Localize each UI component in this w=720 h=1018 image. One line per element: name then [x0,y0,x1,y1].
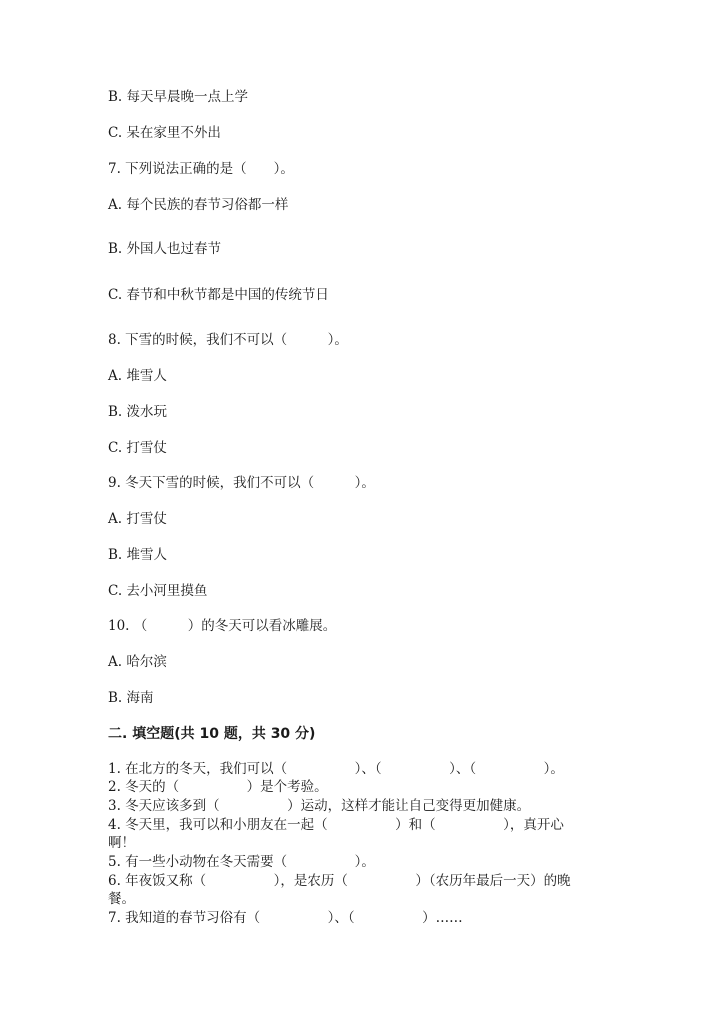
q6-option-c: C. 呆在家里不外出 [108,125,221,141]
q7-option-a: A. 每个民族的春节习俗都一样 [108,197,289,213]
fill-q4-line1: 4. 冬天里，我可以和小朋友在一起（ ）和（ ），真开心 [108,817,564,833]
q9-stem: 9. 冬天下雪的时候，我们不可以（ ）。 [108,475,375,491]
q8-option-b: B. 泼水玩 [108,404,168,420]
q9-option-b: B. 堆雪人 [108,547,168,563]
q7-option-b: B. 外国人也过春节 [108,241,222,257]
q6-option-b: B. 每天早晨晚一点上学 [108,89,249,105]
fill-q3: 3. 冬天应该多到（ ）运动，这样才能让自己变得更加健康。 [108,798,531,814]
q10-stem: 10. （ ）的冬天可以看冰雕展。 [108,618,337,634]
q9-option-a: A. 打雪仗 [108,511,167,527]
q8-option-c: C. 打雪仗 [108,440,167,456]
q7-stem: 7. 下列说法正确的是（ ）。 [108,161,294,177]
q10-option-b: B. 海南 [108,690,154,706]
fill-q2: 2. 冬天的（ ）是个考验。 [108,779,328,795]
fill-q4-line2: 啊！ [108,835,135,851]
q8-stem: 8. 下雪的时候，我们不可以（ ）。 [108,332,348,348]
q7-option-c: C. 春节和中秋节都是中国的传统节日 [108,287,329,303]
q8-option-a: A. 堆雪人 [108,368,167,384]
q9-option-c: C. 去小河里摸鱼 [108,583,208,599]
fill-q5: 5. 有一些小动物在冬天需要（ ）。 [108,854,375,870]
fill-q7: 7. 我知道的春节习俗有（ ）、（ ）…… [108,910,463,926]
section-title: 二. 填空题(共 10 题，共 30 分) [108,726,316,742]
fill-q1: 1. 在北方的冬天，我们可以（ ）、（ ）、（ ）。 [108,761,564,777]
q10-option-a: A. 哈尔滨 [108,654,167,670]
fill-q6-line1: 6. 年夜饭又称（ ），是农历（ ）（农历年最后一天）的晚 [108,873,571,889]
fill-q6-line2: 餐。 [108,891,135,907]
